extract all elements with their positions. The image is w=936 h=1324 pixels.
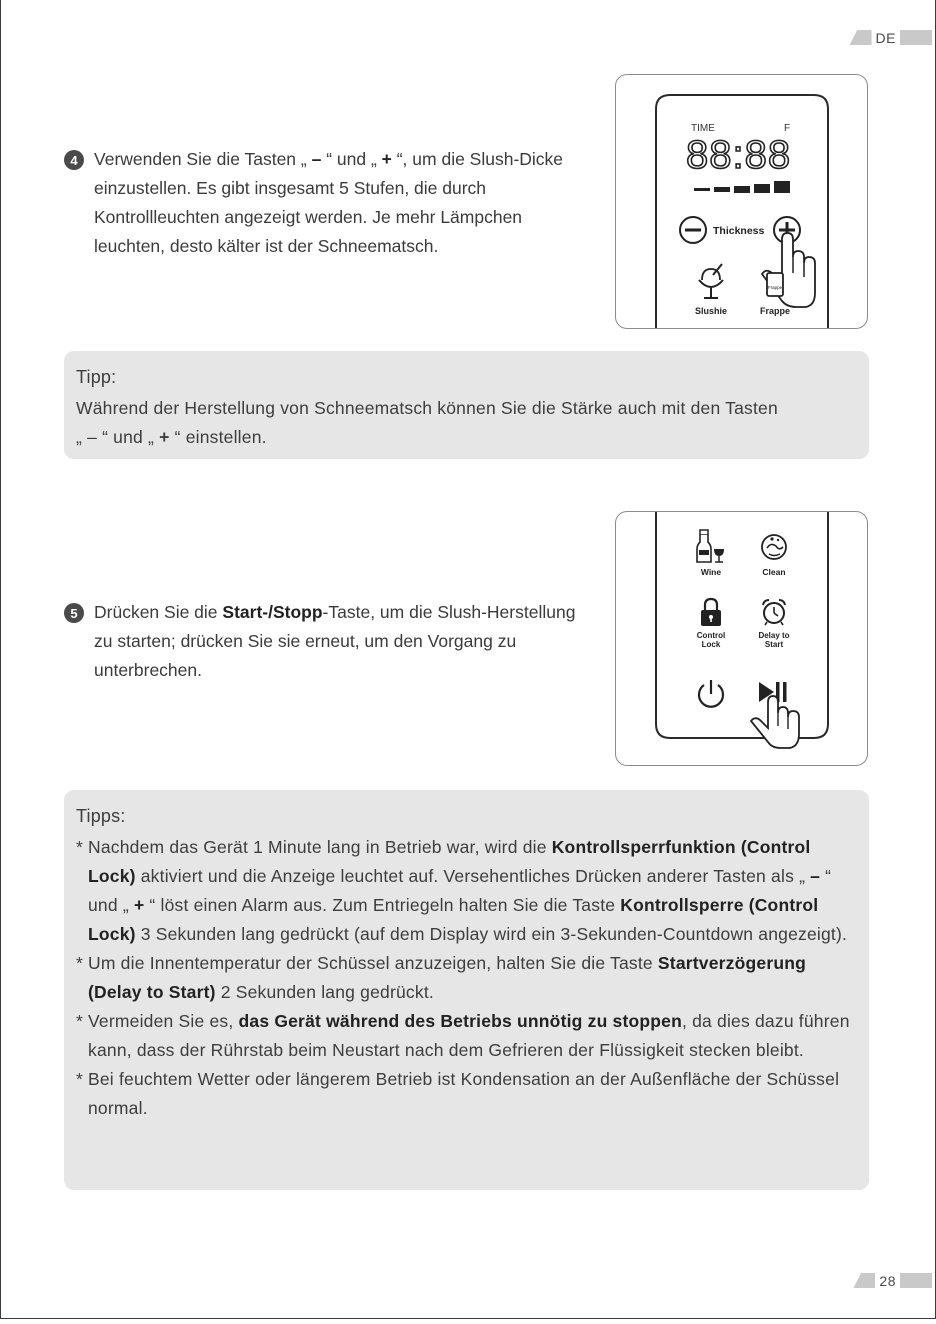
page-number-tab (853, 1272, 932, 1289)
tip-box-1: Tipp: Während der Herstellung von Schneematsch können Sie die Stärke auch mit den Tasten „ – “ und „ + “ einstellen. (64, 351, 869, 459)
step-5-text: Drücken Sie die Start-/Stopp-Taste, um die Slush-Herstellung zu starten; drücken Sie sie erneut, um den Vorgang zu unterbrechen. (94, 602, 576, 680)
control-lock-label-line2: Lock (701, 640, 721, 649)
language-tab (850, 29, 932, 46)
wine-label: Wine (700, 567, 722, 577)
slushie-icon (699, 264, 723, 298)
tips-title: Tipps: (76, 806, 126, 826)
f-label: F (784, 123, 791, 134)
thickness-panel-drawing (616, 75, 868, 329)
step-number-4: 4 (64, 150, 84, 170)
step-5 (64, 598, 624, 685)
clean-label: Clean (762, 567, 786, 577)
start-panel-drawing (616, 512, 868, 766)
alarm-clock-icon (763, 600, 785, 625)
power-icon[interactable] (699, 680, 723, 707)
slushie-label: Slushie (694, 306, 728, 316)
minus-button-icon[interactable] (680, 217, 706, 243)
page-number: 28 (879, 1272, 896, 1289)
svg-text:Frappe: Frappe (767, 285, 783, 290)
segment-display: 88:88 (686, 133, 792, 177)
thickness-level-indicator (694, 181, 790, 193)
lock-icon (701, 599, 721, 626)
tip-item-1: * Nachdem das Gerät 1 Minute lang in Betrieb war, wird die Kontrollsperrfunktion (Control Lock) aktiviert und die Anzeige leuchtet auf. Versehentliches Drücken anderer Tasten als „ – “ und „ + “ löst einen Alarm aus. Zum Entriegeln halten Sie die Taste Kontrollsperre (Control Lock) 3 Sekunden lang gedrückt (auf dem Display wird ein 3-Sekunden-Countdown angezeigt). (76, 837, 848, 944)
language-label: DE (875, 29, 896, 46)
delay-label-line2: Start (764, 640, 784, 649)
step-4-text: Verwenden Sie die Tasten „ – “ und „ + “, um die Slush-Dicke einzustellen. Es gibt insgesamt 5 Stufen, die durch Kontrollleuchten angezeigt werden. Je mehr Lämpchen leuchten, desto kälter ist der Schneematsch. (94, 149, 564, 256)
hand-pointer-icon (751, 696, 799, 748)
clean-icon (762, 535, 786, 559)
frappe-label: Frappe (759, 306, 791, 316)
wine-icon (697, 530, 724, 562)
tip-item-3: * Vermeiden Sie es, das Gerät während des Betriebs unnötig zu stoppen, da dies dazu führen kann, dass der Rührstab beim Neustart nach dem Gefrieren der Flüssigkeit stecken bleibt. (76, 1011, 850, 1060)
thickness-label: Thickness (713, 225, 765, 237)
page-border-bottom (0, 1318, 936, 1319)
tip-title: Tipp: (76, 367, 117, 387)
control-panel-illustration-start (615, 511, 868, 766)
tip-item-4: * Bei feuchtem Wetter oder längerem Betrieb ist Kondensation an der Außenfläche der Schüssel normal. (76, 1069, 840, 1118)
step-number-5: 5 (64, 603, 84, 623)
tip-box-2 (64, 790, 869, 1190)
frappe-icon (767, 273, 783, 296)
control-panel-illustration-thickness (615, 74, 868, 329)
delay-label-line1: Delay to (758, 631, 790, 640)
time-label: TIME (691, 123, 715, 134)
step-4 (64, 145, 604, 261)
tip-item-2: * Um die Innentemperatur der Schüssel anzuzeigen, halten Sie die Taste Startverzögerung (Delay to Start) 2 Sekunden lang gedrückt. (76, 953, 807, 1002)
page-border-left (0, 0, 1, 1318)
control-lock-label-line1: Control (696, 631, 726, 640)
